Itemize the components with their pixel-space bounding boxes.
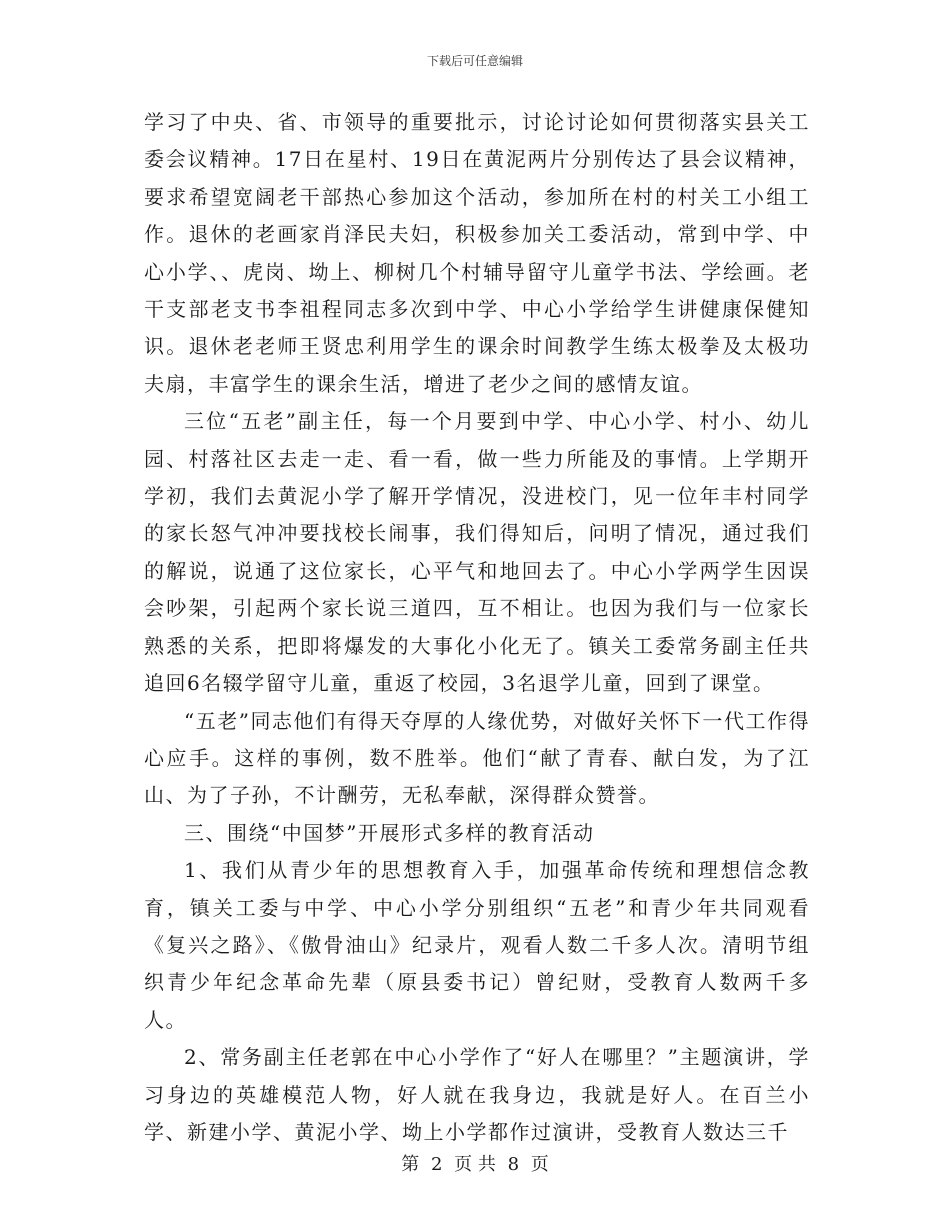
paragraph-5: 2、常务副主任老郭在中心小学作了“好人在哪里？”主题演讲，学习身边的英雄模范人物，好人就在我身边，我就是好人。在百兰小学、新建小学、黄泥小学、坳上小学都作过演讲，受教育人数达三千	[144, 1045, 810, 1144]
page-footer	[0, 1150, 950, 1176]
footer-page-number: 2	[430, 1154, 443, 1175]
footer-total-pages: 8	[507, 1154, 520, 1175]
footer-prefix: 第	[401, 1154, 420, 1175]
section-heading: 三、围绕“中国梦”开展形式多样的教育活动	[184, 820, 595, 845]
paragraph-1: 学习了中央、省、市领导的重要批示，讨论讨论如何贯彻落实县关工委会议精神。17日在星村、19日在黄泥两片分别传达了县会议精神，要求希望宽阔老干部热心参加这个活动，参加所在村的村关工小组工作。退休的老画家肖泽民夫妇，积极参加关工委活动，常到中学、中心小学、、虎岗、坳上、柳树几个村辅导留守儿童学书法、学绘画。老干支部老支书李祖程同志多次到中学、中心小学给学生讲健康保健知识。退休老老师王贤忠利用学生的课余时间教学生练太极拳及太极功夫扇，丰富学生的课余生活，增进了老少之间的感情友谊。	[144, 110, 810, 396]
document-body	[144, 104, 810, 1151]
paragraph-2: 三位“五老”副主任，每一个月要到中学、中心小学、村小、幼儿园、村落社区去走一走、看一看，做一些力所能及的事情。上学期开学初，我们去黄泥小学了解开学情况，没进校门，见一位年丰村同学的家长怒气冲冲要找校长闹事，我们得知后，问明了情况，通过我们的解说，说通了这位家长，心平气和地回去了。中心小学两学生因误会吵架，引起两个家长说三道四，互不相让。也因为我们与一位家长熟悉的关系，把即将爆发的大事化小化无了。镇关工委常务副主任共追回6名辍学留守儿童，重返了校园，3名退学儿童，回到了课堂。	[144, 409, 810, 696]
page-header-note: 下载后可任意编辑	[426, 54, 523, 68]
footer-middle: 页 共	[454, 1154, 496, 1175]
paragraph-3: “五老”同志他们有得天夺厚的人缘优势，对做好关怀下一代工作得心应手。这样的事例，数不胜举。他们“献了青春、献白发，为了江山、为了子孙，不计酬劳，无私奉献，深得群众赞誉。	[144, 708, 810, 808]
paragraph-4: 1、我们从青少年的思想教育入手，加强革命传统和理想信念教育，镇关工委与中学、中心小学分别组织“五老”和青少年共同观看《复兴之路》、《傲骨油山》纪录片，观看人数二千多人次。清明节组织青少年纪念革命先辈（原县委书记）曾纪财，受教育人数两千多人。	[144, 858, 810, 1032]
footer-suffix: 页	[530, 1154, 549, 1175]
